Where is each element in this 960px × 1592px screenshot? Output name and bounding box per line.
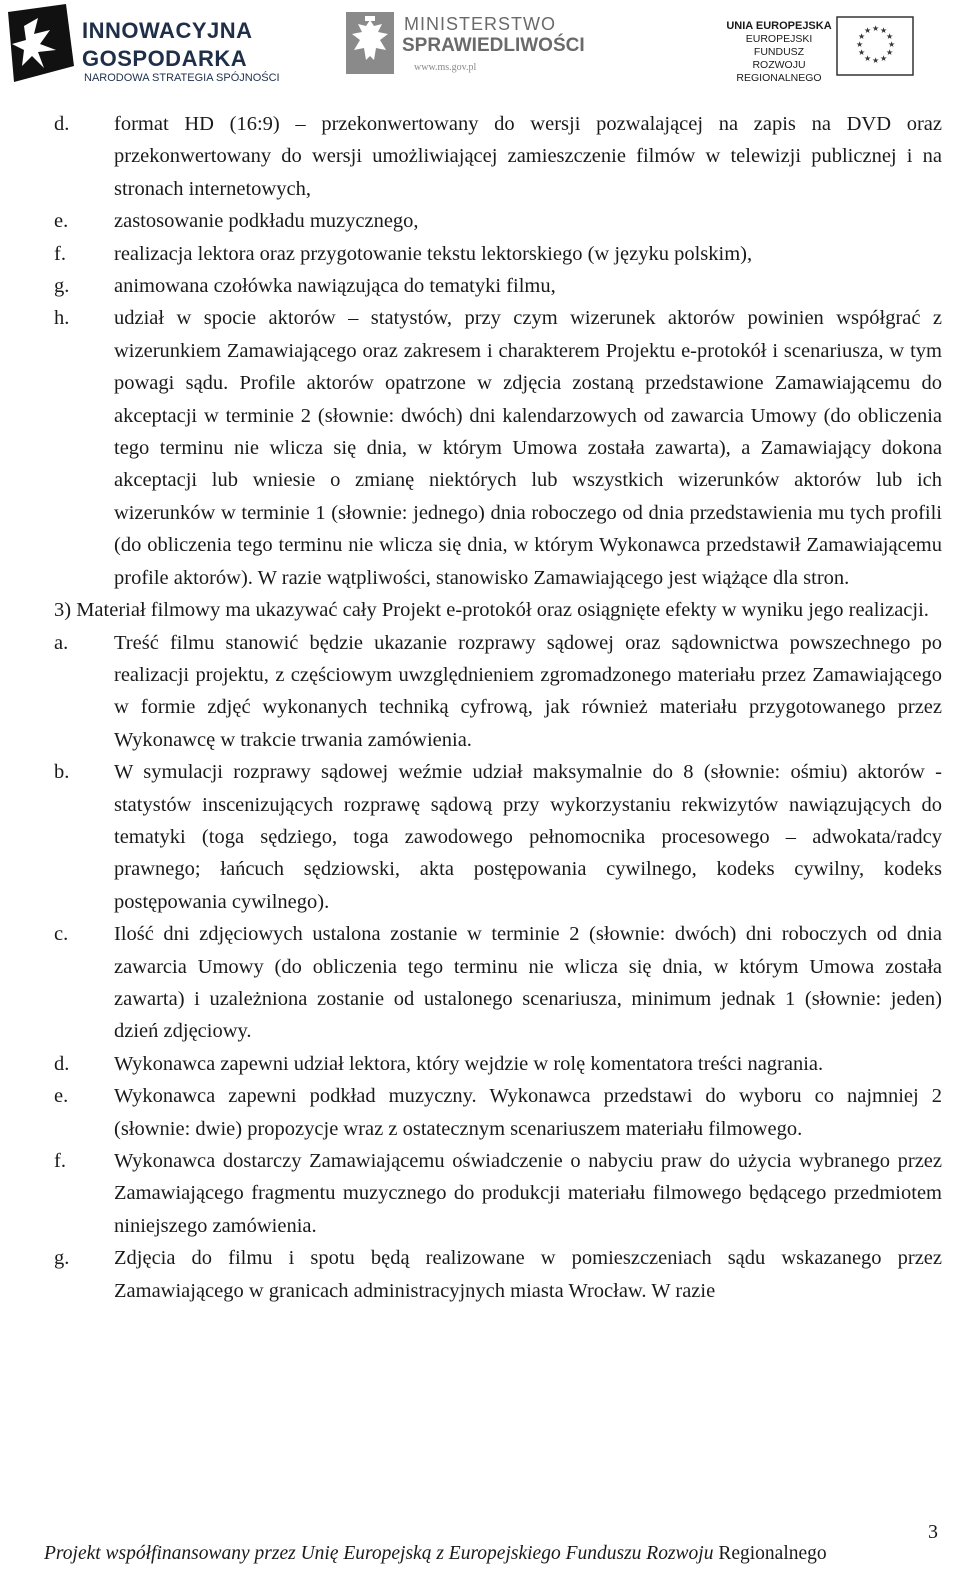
innowacyjna-gospodarka-logo <box>4 4 294 84</box>
svg-text:★: ★ <box>872 24 880 33</box>
list-item <box>54 108 942 205</box>
logo-right-line3: ROZWOJU REGIONALNEGO <box>736 59 822 84</box>
svg-text:★: ★ <box>858 48 866 57</box>
list-text: Wykonawca zapewni udział lektora, który wejdzie w rolę komentatora treści nagrania. <box>114 1052 824 1075</box>
list-item <box>54 918 942 1048</box>
logo-left-line3: NARODOWA STRATEGIA SPÓJNOŚCI <box>84 72 280 84</box>
eu-flag-icon <box>836 16 914 76</box>
svg-text:★: ★ <box>886 32 894 41</box>
list-item <box>54 756 942 918</box>
list-item <box>54 205 942 237</box>
svg-text:★: ★ <box>880 26 888 35</box>
list-item <box>54 1145 942 1242</box>
svg-text:★: ★ <box>886 48 894 57</box>
logo-right-line1: UNIA EUROPEJSKA <box>726 20 832 32</box>
list-item <box>54 238 942 270</box>
footer-italic-text: Projekt współfinansowany przez Unię Europejską z Europejskiego Funduszu Rozwoju <box>44 1543 719 1564</box>
list-text: udział w spocie aktorów – statystów, przy czym wizerunek aktorów powinien współgrać z wizerunkiem Zamawiającego oraz zakresem i charakterem Projektu e-protokół i scenariusza, w tym powagi sądu. Profile aktorów opatrzone w zdjęcia zostaną przedstawione Zamawiającemu do akceptacji w terminie 2 (słownie: dwóch) dni kalendarzowych od zawarcia Umowy (do obliczenia tego terminu nie wlicza się dnia, w którym Umowa została zawarta), a Zamawiający dokona akceptacji lub wniesie o zmianę niektórych lub wszystkich wizerunków aktorów lub ich wizerunków w terminie 1 (słownie: jednego) dnia roboczego od dnia przedstawienia mu tych profili (do obliczenia tego terminu nie wlicza się dnia, w którym Wykonawca przedstawił Zamawiającemu profile aktorów). W razie wątpliwości, stanowisko Zamawiającego jest wiążące dla stron. <box>114 307 942 589</box>
list-text: W symulacji rozprawy sądowej weźmie udział maksymalnie do 8 (słownie: ośmiu) aktorów - statystów inscenizujących rozprawę sądową przy wykorzystaniu rekwizytów nawiązujących do tematyki (toga sędziego, toga zawodowego pełnomocnika procesowego – adwokata/radcy prawnego; łańcuch sędziowski, akta postępowania cywilnego, kodeks cywilny, kodeks postępowania cywilnego). <box>114 761 942 913</box>
list-item-level1 <box>24 594 942 626</box>
logo-center-line3: www.ms.gov.pl <box>414 62 477 73</box>
list-text: Materiał filmowy ma ukazywać cały Projekt e-protokół oraz osiągnięte efekty w wyniku jego realizacji. <box>76 599 929 622</box>
svg-text:★: ★ <box>864 54 872 63</box>
svg-text:★: ★ <box>888 40 896 49</box>
unia-europejska-logo <box>724 16 914 84</box>
list-text: format HD (16:9) – przekonwertowany do wersji pozwalającej na zapis na DVD oraz przekonwertowany do wersji umożliwiającej zamieszczenie filmów w telewizji publicznej i na stronach internetowych, <box>114 113 942 200</box>
list-marker: f. <box>54 1150 66 1172</box>
logo-left-line1: INNOWACYJNA <box>82 18 253 43</box>
list-text: Ilość dni zdjęciowych ustalona zostanie w terminie 2 (słownie: dwóch) dni roboczych od dnia zawarcia Umowy (do obliczenia tego terminu nie wlicza się dnia, w którym Umowa została zawarta) i uzależniona zostanie od ustalonego scenariusza, minimum jednak 1 (słownie: jeden) dzień zdjęciowy. <box>114 923 942 1043</box>
list-marker: e. <box>54 1085 69 1108</box>
svg-text:★: ★ <box>872 56 880 65</box>
logo-left-line2: GOSPODARKA <box>82 46 248 71</box>
list-marker: f. <box>54 242 66 265</box>
page-number: 3 <box>928 1521 938 1543</box>
list-item <box>54 270 942 302</box>
list-text: Zdjęcia do filmu i spotu będą realizowane w pomieszczeniach sądu wskazanego przez Zamawiającego w granicach administracyjnych miasta Wrocław. W razie <box>114 1247 942 1302</box>
document-body <box>54 108 942 1307</box>
logo-right-line2: EUROPEJSKI FUNDUSZ <box>745 33 813 58</box>
list-marker: 3) <box>54 599 72 622</box>
list-item <box>54 1080 942 1145</box>
polish-eagle-icon <box>344 10 396 76</box>
ministerstwo-sprawiedliwosci-logo <box>344 10 624 80</box>
list-marker: d. <box>54 113 70 135</box>
logo-center-line1: MINISTERSTWO <box>404 14 556 34</box>
list-text: Treść filmu stanowić będzie ukazanie rozprawy sądowej oraz sądownictwa powszechnego po realizacji projektu, z częściowym uwzględnieniem zgromadzonego materiału przez Zamawiającego w formie zdjęć wykonanych techniką cyfrową, jak również materiału przygotowanego przez Wykonawcę w trakcie trwania zamówienia. <box>114 631 942 751</box>
list-marker: b. <box>54 761 70 784</box>
list-marker: g. <box>54 275 70 298</box>
list-text: zastosowanie podkładu muzycznego, <box>114 210 419 233</box>
svg-text:★: ★ <box>864 26 872 35</box>
list-marker: a. <box>54 631 69 654</box>
list-item <box>54 1048 942 1080</box>
list-item <box>54 302 942 594</box>
footer-normal-text: Regionalnego <box>718 1543 827 1564</box>
list-marker: h. <box>54 307 70 330</box>
list-marker: g. <box>54 1247 70 1270</box>
list-text: realizacja lektora oraz przygotowanie tekstu lektorskiego (w języku polskim), <box>114 242 753 265</box>
list-marker: c. <box>54 923 69 946</box>
list-item <box>54 1242 942 1307</box>
list-text: Wykonawca dostarczy Zamawiającemu oświadczenie o nabyciu praw do użycia wybranego przez Zamawiającego fragmentu muzycznego do produkcji materiału filmowego będącego przedmiotem niniejszego zamówienia. <box>114 1150 942 1237</box>
list-text: animowana czołówka nawiązująca do tematyki filmu, <box>114 275 556 298</box>
svg-text:★: ★ <box>880 54 888 63</box>
svg-text:★: ★ <box>856 40 864 49</box>
svg-text:★: ★ <box>858 32 866 41</box>
list-marker: e. <box>54 210 69 233</box>
list-text: Wykonawca zapewni podkład muzyczny. Wykonawca przedstawi do wyboru co najmniej 2 (słownie: dwie) propozycje wraz z ostatecznym scenariuszem materiału filmowego. <box>114 1085 942 1140</box>
logo-center-line2: SPRAWIEDLIWOŚCI <box>402 35 585 56</box>
footer <box>44 1543 827 1565</box>
innowacyjna-gospodarka-emblem-icon <box>4 4 76 84</box>
list-item <box>54 627 942 757</box>
list-marker: d. <box>54 1052 70 1075</box>
